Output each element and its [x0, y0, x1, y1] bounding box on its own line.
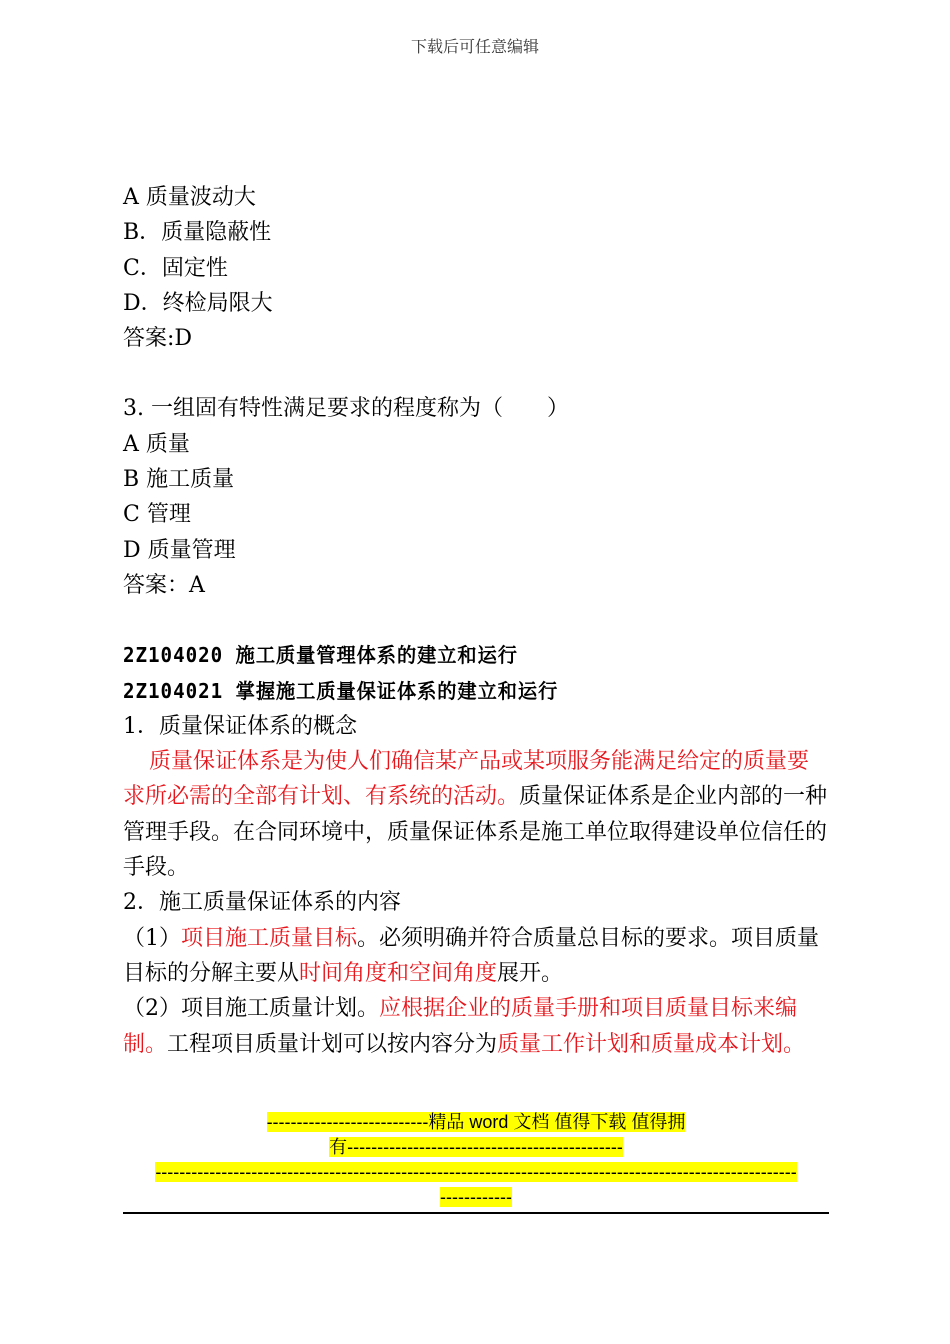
item1-black-text: 质量保证体系是企业内部的一种管理手段。在合同环境中，质量保证体系是施工单位取得建设单位信任的手段。	[123, 784, 828, 881]
item2-paragraph-2	[123, 991, 829, 1062]
p2-black-2: 工程项目质量计划可以按内容分为	[167, 1031, 498, 1057]
footer-line-4	[123, 1185, 829, 1210]
item1-red-text: 质量保证体系是为使人们确信某产品或某项服务能满足给定的质量要求所必需的全部有计划、有系统的活动。	[123, 749, 810, 810]
p1-red-2: 时间角度和空间角度	[299, 960, 498, 986]
footer-line-2	[123, 1135, 829, 1160]
footer-rule	[123, 1212, 829, 1214]
p1-prefix: （1）	[123, 925, 181, 951]
option-a: A 质量波动大	[123, 185, 256, 210]
p1-black-2: 展开。	[497, 960, 564, 986]
p2-black-1: （2）项目施工质量计划。	[123, 996, 379, 1022]
footer-line-1	[123, 1110, 829, 1135]
item2-title: 2．施工质量保证体系的内容	[123, 890, 401, 916]
q3-option-b: B 施工质量	[123, 467, 235, 493]
question-3: 3. 一组固有特性满足要求的程度称为（ ）	[123, 396, 569, 422]
section-heading-1: 2Z104020 施工质量管理体系的建立和运行	[123, 643, 518, 668]
p1-red-1: 项目施工质量目标	[181, 925, 358, 951]
p1-black-1: 。必须明确并符合质量总目标的要求。项目质量目标的分解主要从	[123, 925, 820, 986]
option-d: D．终检局限大	[123, 290, 273, 316]
footer-line-4-text: ------------	[440, 1187, 512, 1207]
footer-line-3	[123, 1160, 829, 1185]
document-body	[123, 180, 829, 1062]
item2-paragraph-1	[123, 921, 829, 992]
footer-banner	[123, 1110, 829, 1210]
item1-title: 1．质量保证体系的概念	[123, 713, 357, 739]
answer-q2: 答案:D	[123, 326, 193, 352]
page-header: 下载后可任意编辑	[410, 37, 539, 56]
footer-line-3-text: -----------------------------------------------------------------------------------------------------------	[155, 1162, 797, 1182]
section-heading-2: 2Z104021 掌握施工质量保证体系的建立和运行	[123, 678, 559, 703]
q3-option-d: D 质量管理	[123, 537, 236, 563]
option-c: C．固定性	[123, 255, 228, 281]
item1-paragraph	[123, 744, 829, 885]
q3-option-c: C 管理	[123, 502, 191, 528]
p2-red-1: 应根据企业的质量手册和项目质量目标来编制。	[123, 996, 798, 1057]
footer-line-1-text: ---------------------------精品 word 文档 值得下载 值得拥	[266, 1112, 686, 1132]
q3-option-a: A 质量	[123, 431, 190, 457]
footer-line-2-text: 有----------------------------------------------	[329, 1137, 623, 1157]
p2-red-2: 质量工作计划和质量成本计划。	[497, 1031, 806, 1057]
option-b: B．质量隐蔽性	[123, 220, 272, 246]
answer-q3: 答案：A	[123, 572, 205, 598]
